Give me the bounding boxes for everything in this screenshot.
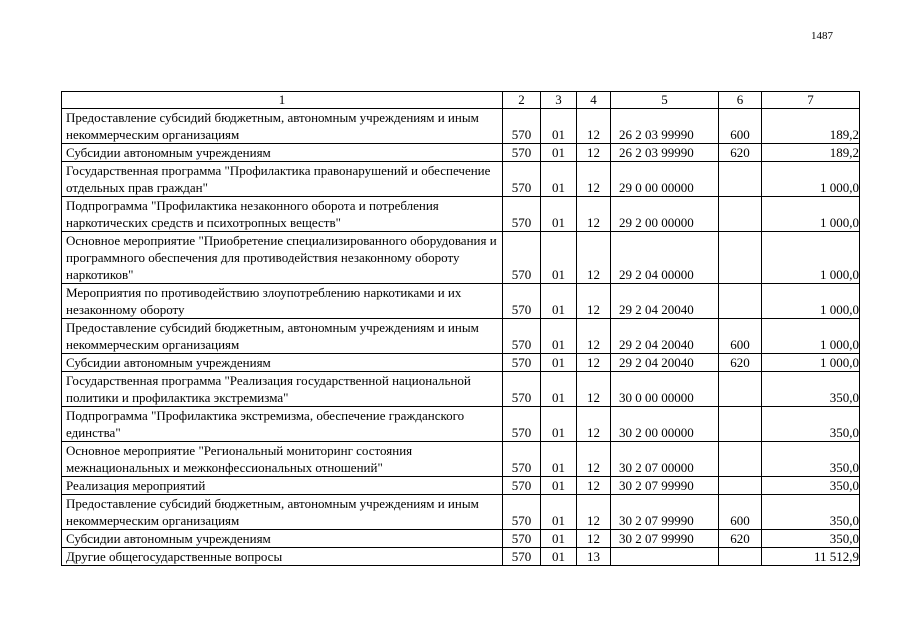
column-header: 2 xyxy=(503,92,541,109)
amount-cell: 1 000,0 xyxy=(762,354,860,372)
subsection-cell: 12 xyxy=(577,495,611,530)
ministry-code-cell: 570 xyxy=(503,319,541,354)
item-name-cell: Мероприятия по противодействию злоупотреблению наркотиками и их незаконному обороту xyxy=(62,284,503,319)
subsection-cell: 12 xyxy=(577,407,611,442)
target-article-cell: 29 0 00 00000 xyxy=(611,162,719,197)
subsection-cell: 13 xyxy=(577,548,611,566)
amount-cell: 350,0 xyxy=(762,477,860,495)
section-cell: 01 xyxy=(541,442,577,477)
table-row xyxy=(62,442,860,477)
section-cell: 01 xyxy=(541,109,577,144)
target-article-cell: 30 2 00 00000 xyxy=(611,407,719,442)
table-row xyxy=(62,407,860,442)
column-header: 6 xyxy=(719,92,762,109)
table-row xyxy=(62,109,860,144)
expense-type-cell xyxy=(719,197,762,232)
ministry-code-cell: 570 xyxy=(503,548,541,566)
expense-type-cell: 600 xyxy=(719,495,762,530)
item-name-cell: Субсидии автономным учреждениям xyxy=(62,354,503,372)
section-cell: 01 xyxy=(541,548,577,566)
subsection-cell: 12 xyxy=(577,530,611,548)
ministry-code-cell: 570 xyxy=(503,495,541,530)
item-name-cell: Государственная программа "Профилактика правонарушений и обеспечение отдельных прав граждан" xyxy=(62,162,503,197)
item-name-cell: Подпрограмма "Профилактика незаконного оборота и потребления наркотических средств и психотропных веществ" xyxy=(62,197,503,232)
column-header: 3 xyxy=(541,92,577,109)
item-name-cell: Реализация мероприятий xyxy=(62,477,503,495)
target-article-cell: 29 2 04 20040 xyxy=(611,354,719,372)
expense-type-cell: 620 xyxy=(719,354,762,372)
ministry-code-cell: 570 xyxy=(503,162,541,197)
ministry-code-cell: 570 xyxy=(503,354,541,372)
target-article-cell: 30 0 00 00000 xyxy=(611,372,719,407)
ministry-code-cell: 570 xyxy=(503,144,541,162)
ministry-code-cell: 570 xyxy=(503,442,541,477)
ministry-code-cell: 570 xyxy=(503,109,541,144)
table-row xyxy=(62,477,860,495)
expense-type-cell: 620 xyxy=(719,530,762,548)
table-row xyxy=(62,530,860,548)
expense-type-cell: 600 xyxy=(719,109,762,144)
amount-cell: 350,0 xyxy=(762,495,860,530)
subsection-cell: 12 xyxy=(577,284,611,319)
section-cell: 01 xyxy=(541,232,577,284)
target-article-cell: 29 2 04 20040 xyxy=(611,284,719,319)
target-article-cell: 26 2 03 99990 xyxy=(611,144,719,162)
amount-cell: 11 512,9 xyxy=(762,548,860,566)
section-cell: 01 xyxy=(541,284,577,319)
target-article-cell: 30 2 07 00000 xyxy=(611,442,719,477)
ministry-code-cell: 570 xyxy=(503,477,541,495)
amount-cell: 350,0 xyxy=(762,407,860,442)
expense-type-cell: 600 xyxy=(719,319,762,354)
expense-type-cell xyxy=(719,162,762,197)
column-header: 5 xyxy=(611,92,719,109)
table-row xyxy=(62,162,860,197)
amount-cell: 189,2 xyxy=(762,144,860,162)
table-row xyxy=(62,495,860,530)
section-cell: 01 xyxy=(541,477,577,495)
table-row xyxy=(62,197,860,232)
item-name-cell: Предоставление субсидий бюджетным, автономным учреждениям и иным некоммерческим организациям xyxy=(62,495,503,530)
section-cell: 01 xyxy=(541,197,577,232)
subsection-cell: 12 xyxy=(577,319,611,354)
table-row xyxy=(62,232,860,284)
ministry-code-cell: 570 xyxy=(503,232,541,284)
item-name-cell: Субсидии автономным учреждениям xyxy=(62,144,503,162)
amount-cell: 350,0 xyxy=(762,372,860,407)
item-name-cell: Основное мероприятие "Региональный мониторинг состояния межнациональных и межконфессиональных отношений" xyxy=(62,442,503,477)
item-name-cell: Подпрограмма "Профилактика экстремизма, обеспечение гражданского единства" xyxy=(62,407,503,442)
amount-cell: 1 000,0 xyxy=(762,232,860,284)
section-cell: 01 xyxy=(541,407,577,442)
subsection-cell: 12 xyxy=(577,144,611,162)
subsection-cell: 12 xyxy=(577,442,611,477)
page-number: 1487 xyxy=(811,30,833,42)
section-cell: 01 xyxy=(541,144,577,162)
ministry-code-cell: 570 xyxy=(503,530,541,548)
column-header: 4 xyxy=(577,92,611,109)
expense-type-cell xyxy=(719,477,762,495)
section-cell: 01 xyxy=(541,372,577,407)
target-article-cell: 29 2 04 20040 xyxy=(611,319,719,354)
section-cell: 01 xyxy=(541,530,577,548)
section-cell: 01 xyxy=(541,162,577,197)
table-row xyxy=(62,144,860,162)
item-name-cell: Другие общегосударственные вопросы xyxy=(62,548,503,566)
item-name-cell: Государственная программа "Реализация государственной национальной политики и профилактика экстремизма" xyxy=(62,372,503,407)
ministry-code-cell: 570 xyxy=(503,197,541,232)
expense-type-cell xyxy=(719,284,762,319)
subsection-cell: 12 xyxy=(577,162,611,197)
subsection-cell: 12 xyxy=(577,477,611,495)
item-name-cell: Основное мероприятие "Приобретение специализированного оборудования и программного обеспечения для противодействия незаконному обороту наркотиков" xyxy=(62,232,503,284)
target-article-cell: 30 2 07 99990 xyxy=(611,495,719,530)
table-row xyxy=(62,354,860,372)
table-row xyxy=(62,548,860,566)
table-row xyxy=(62,319,860,354)
ministry-code-cell: 570 xyxy=(503,284,541,319)
expense-type-cell xyxy=(719,232,762,284)
column-header: 1 xyxy=(62,92,503,109)
column-header: 7 xyxy=(762,92,860,109)
section-cell: 01 xyxy=(541,319,577,354)
ministry-code-cell: 570 xyxy=(503,407,541,442)
target-article-cell: 29 2 00 00000 xyxy=(611,197,719,232)
item-name-cell: Предоставление субсидий бюджетным, автономным учреждениям и иным некоммерческим организациям xyxy=(62,319,503,354)
amount-cell: 1 000,0 xyxy=(762,197,860,232)
section-cell: 01 xyxy=(541,354,577,372)
subsection-cell: 12 xyxy=(577,232,611,284)
ministry-code-cell: 570 xyxy=(503,372,541,407)
subsection-cell: 12 xyxy=(577,354,611,372)
target-article-cell: 26 2 03 99990 xyxy=(611,109,719,144)
amount-cell: 350,0 xyxy=(762,442,860,477)
budget-table xyxy=(61,91,860,566)
target-article-cell: 30 2 07 99990 xyxy=(611,530,719,548)
amount-cell: 1 000,0 xyxy=(762,319,860,354)
subsection-cell: 12 xyxy=(577,372,611,407)
expense-type-cell xyxy=(719,372,762,407)
amount-cell: 189,2 xyxy=(762,109,860,144)
item-name-cell: Субсидии автономным учреждениям xyxy=(62,530,503,548)
expense-type-cell: 620 xyxy=(719,144,762,162)
table-header-row xyxy=(62,92,860,109)
table-row xyxy=(62,284,860,319)
target-article-cell: 29 2 04 00000 xyxy=(611,232,719,284)
item-name-cell: Предоставление субсидий бюджетным, автономным учреждениям и иным некоммерческим организациям xyxy=(62,109,503,144)
amount-cell: 350,0 xyxy=(762,530,860,548)
target-article-cell: 30 2 07 99990 xyxy=(611,477,719,495)
subsection-cell: 12 xyxy=(577,109,611,144)
subsection-cell: 12 xyxy=(577,197,611,232)
target-article-cell xyxy=(611,548,719,566)
section-cell: 01 xyxy=(541,495,577,530)
expense-type-cell xyxy=(719,442,762,477)
amount-cell: 1 000,0 xyxy=(762,284,860,319)
expense-type-cell xyxy=(719,548,762,566)
amount-cell: 1 000,0 xyxy=(762,162,860,197)
table-row xyxy=(62,372,860,407)
expense-type-cell xyxy=(719,407,762,442)
